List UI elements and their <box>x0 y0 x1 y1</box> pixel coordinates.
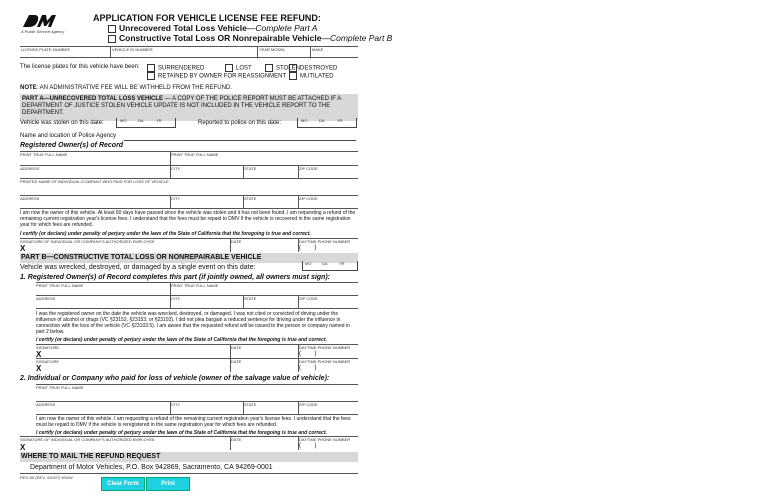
b-signature-field-2[interactable]: X <box>36 364 42 373</box>
wrecked-date-label: Vehicle was wrecked, destroyed, or damaged by a single event on this date: <box>20 264 256 271</box>
b-date-1[interactable]: DATE <box>231 345 242 350</box>
retained-option[interactable]: RETAINED BY OWNER FOR REASSIGNMENT <box>147 72 286 81</box>
year-model-field[interactable]: YEAR MODEL <box>259 47 286 52</box>
part-b-statement-2: I am now the owner of this vehicle. I am requesting a refund of the remaining current registration year's license fees. I understand that the fees must be repaid to DMV if the vehicle is reregistered in the same registration year for which fees are refunded. <box>36 416 351 428</box>
surrendered-option[interactable]: SURRENDERED <box>147 64 204 73</box>
payer-name[interactable]: PRINTED NAME OF INDIVIDUAL/COMPANY WHO PAID FOR LOSS OF VEHICLE <box>20 179 169 184</box>
mutilated-option[interactable]: MUTILATED <box>289 72 334 81</box>
owner-name-1[interactable]: PRINT TRUE FULL NAME <box>20 152 68 157</box>
payer-city[interactable]: CITY <box>171 196 181 201</box>
b-phone-field-1[interactable]: ( ) <box>299 351 317 357</box>
option-a-label: Unrecovered Total Loss Vehicle <box>119 23 247 33</box>
b-phone-label-3: DAYTIME PHONE NUMBER <box>299 437 351 442</box>
owner-address[interactable]: ADDRESS <box>20 166 40 171</box>
option-b-row <box>108 33 392 43</box>
agency-tagline: A Public Service Agency <box>21 29 65 34</box>
part-a-certify: I certify (or declare) under penalty of perjury under the laws of the State of California that the foregoing is true and correct. <box>20 231 311 237</box>
b-owner-name-2[interactable]: PRINT TRUE FULL NAME <box>171 283 219 288</box>
owner-city[interactable]: CITY <box>171 166 181 171</box>
option-a-suffix: —Complete Part A <box>246 23 318 33</box>
owner-name-2[interactable]: PRINT TRUE FULL NAME <box>171 152 219 157</box>
reported-date-label: Reported to police on this date: <box>198 120 282 126</box>
form-id: REG 65 (REV. 4/2007) WWW <box>20 475 73 480</box>
police-agency-label: Name and location of Police Agency <box>20 133 117 139</box>
plates-status-label: The license plates for this vehicle have been: <box>20 64 140 70</box>
dmv-logo <box>21 13 61 28</box>
option-b-checkbox[interactable] <box>108 35 116 43</box>
b-phone-label-2: DAYTIME PHONE NUMBER <box>299 359 351 364</box>
b-phone-label-1: DAYTIME PHONE NUMBER <box>299 345 351 350</box>
part-b-statement-1: I was the registered owner on the date the vehicle was wrecked, destroyed, or damaged. I was not cited or convicted of driving under the influence of alcohol or drugs (VC §23152, §23153, or §23103). I did not plea bargain a reduced sentence for driving under the influence in connection with the loss of the vehicle (VC §23103.5). I am aware that the requested refund will be issued to the person or company named in part 2 below. <box>36 311 350 335</box>
owner-state[interactable]: STATE <box>244 166 257 171</box>
part-a-banner: PART A—UNRECOVERED TOTAL LOSS VEHICLE — A COPY OF THE POLICE REPORT MUST BE ATTACHED IF A DEPARTMENT OF JUSTICE STOLEN VEHICLE UPDATE IS NOT INCLUDED IN THE VEHICLE REPORT TO THE DEPARTMENT. <box>20 94 358 121</box>
checkbox[interactable] <box>289 64 297 72</box>
b-date-2[interactable]: DATE <box>231 359 242 364</box>
b-owner-city[interactable]: CITY <box>171 296 181 301</box>
section-1-heading: 1. Registered Owner(s) of Record completes this part (if jointly owned, all owners must sign): <box>20 274 330 281</box>
stolen-date-label: Vehicle was stolen on this date: <box>20 120 104 126</box>
payer-state[interactable]: STATE <box>244 196 257 201</box>
part-a-phone-field[interactable]: ( ) <box>299 245 317 251</box>
part-a-signature-field[interactable]: X <box>20 244 26 253</box>
b-payer-address[interactable]: ADDRESS <box>36 402 56 407</box>
b-signature-label-2: SIGNATURE <box>36 359 60 364</box>
b-signature-label-1: SIGNATURE <box>36 345 60 350</box>
option-a-checkbox[interactable] <box>108 25 116 33</box>
clear-form-button[interactable]: Clear Form <box>101 477 145 491</box>
admin-fee-note: NOTE: AN ADMINISTRATIVE FEE WILL BE WITHHELD FROM THE REFUND. <box>20 85 232 91</box>
b-owner-state[interactable]: STATE <box>244 296 257 301</box>
stolen-option[interactable]: STOLEN <box>265 64 300 73</box>
b-owner-zip[interactable]: ZIP CODE <box>299 296 318 301</box>
part-b-banner: PART B—CONSTRUCTIVE TOTAL LOSS OR NONREPAIRABLE VEHICLE <box>20 253 358 263</box>
checkbox[interactable] <box>147 72 155 80</box>
reported-date-input[interactable]: MO DA YR <box>297 118 357 127</box>
mail-address: Department of Motor Vehicles, P.O. Box 942869, Sacramento, CA 94269-0001 <box>30 464 273 471</box>
b-date-3[interactable]: DATE <box>231 437 242 442</box>
police-agency-input[interactable] <box>124 140 356 141</box>
b-signature-field-3[interactable]: X <box>20 443 26 452</box>
part-a-phone-label: DAYTIME PHONE NUMBER <box>299 239 351 244</box>
part-a-date[interactable]: DATE <box>231 239 242 244</box>
lost-option[interactable]: LOST <box>225 64 252 73</box>
b-phone-field-2[interactable]: ( ) <box>299 365 317 371</box>
payer-address[interactable]: ADDRESS <box>20 196 40 201</box>
payer-zip[interactable]: ZIP CODE <box>299 196 318 201</box>
b-payer-zip[interactable]: ZIP CODE <box>299 402 318 407</box>
dmv-logo-icon <box>21 13 61 28</box>
vin-field[interactable]: VEHICLE ID NUMBER <box>112 47 153 52</box>
destroyed-option[interactable]: DESTROYED <box>289 64 337 73</box>
make-field[interactable]: MAKE <box>312 47 324 52</box>
option-b-label: Constructive Total Loss OR Nonrepairable Vehicle <box>119 33 322 43</box>
form-title: APPLICATION FOR VEHICLE LICENSE FEE REFUND: <box>93 13 321 23</box>
checkbox[interactable] <box>265 64 273 72</box>
checkbox[interactable] <box>147 64 155 72</box>
b-payer-city[interactable]: CITY <box>171 402 181 407</box>
b-signature-field-1[interactable]: X <box>36 350 42 359</box>
plate-number-field[interactable]: LICENSE PLATE NUMBER <box>21 47 71 52</box>
print-button[interactable]: Print <box>146 477 190 491</box>
stolen-date-input[interactable]: MO DA YR <box>116 118 176 127</box>
part-a-statement: I am now the owner of this vehicle. At least 60 days have passed since the vehicle was stolen and it has not been found. I am requesting a refund of the remaining current registration year's license fees. I understand that the fees must be repaid to DMV if the vehicle is recovered in the same registration year for which fees are refunded. <box>20 210 356 228</box>
checkbox[interactable] <box>289 72 297 80</box>
wrecked-date-input[interactable]: MO DA YR <box>302 261 358 270</box>
b-owner-name-1[interactable]: PRINT TRUE FULL NAME <box>36 283 84 288</box>
mail-heading: WHERE TO MAIL THE REFUND REQUEST <box>20 452 358 462</box>
b-signature-label-3: SIGNATURE OF INDIVIDUAL OR COMPANY'S AUTHORIZED EMPLOYEE <box>20 437 155 442</box>
part-b-certify-1: I certify (or declare) under penalty of perjury under the laws of the State of California that the foregoing is true and correct. <box>36 337 327 343</box>
section-2-heading: 2. Individual or Company who paid for loss of vehicle (owner of the salvage value of vehicle): <box>20 375 330 382</box>
option-a-row <box>108 23 317 33</box>
owners-heading-a: Registered Owner(s) of Record <box>20 142 124 149</box>
b-payer-state[interactable]: STATE <box>244 402 257 407</box>
option-b-suffix: —Complete Part B <box>321 33 393 43</box>
part-a-signature-label: SIGNATURE OF INDIVIDUAL OR COMPANY'S AUTHORIZED EMPLOYEE <box>20 239 155 244</box>
b-phone-field-3[interactable]: ( ) <box>299 443 317 449</box>
owner-zip[interactable]: ZIP CODE <box>299 166 318 171</box>
b-owner-address[interactable]: ADDRESS <box>36 296 56 301</box>
b-payer-name[interactable]: PRINT TRUE FULL NAME <box>36 385 84 390</box>
part-b-certify-2: I certify (or declare) under penalty of perjury under the laws of the State of California that the foregoing is true and correct. <box>36 430 327 436</box>
checkbox[interactable] <box>225 64 233 72</box>
